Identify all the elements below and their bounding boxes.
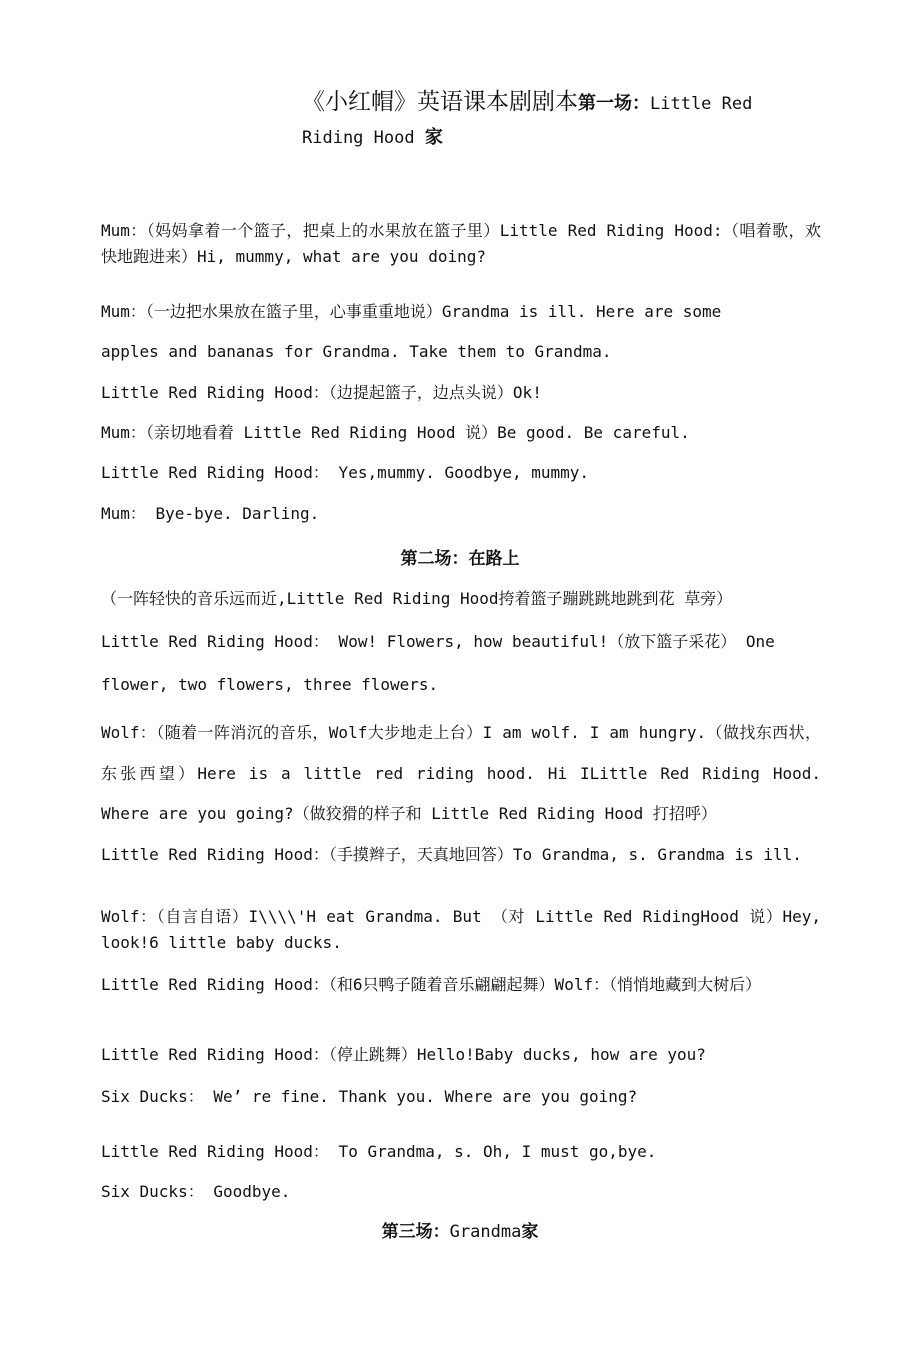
- script-line: apples and bananas for Grandma. Take them to Grandma.: [101, 342, 612, 361]
- scene-three-label: 第三场：: [381, 1222, 450, 1242]
- script-line: Mum： Bye-bye. Darling.: [101, 504, 320, 523]
- scene-three-place: Grandma: [449, 1222, 522, 1242]
- script-line: Wolf：（随着一阵消沉的音乐，Wolf大步地走上台）I am wolf. I am hungry.（做找东西状，东张西望）Here is a little red riding hood. Hi ILittle Red Riding Hood. Where are you going?（做狡猾的样子和 Little Red Riding Hood 打招呼）: [101, 723, 821, 823]
- title-scene-label: 第一场：: [578, 93, 650, 114]
- script-line: Little Red Riding Hood：（和6只鸭子随着音乐翩翩起舞）Wolf：（悄悄地藏到大树后）: [101, 975, 762, 994]
- script-line: Six Ducks： Goodbye.: [101, 1182, 291, 1201]
- script-line: Little Red Riding Hood： Wow! Flowers, how beautiful!（放下篮子采花） One: [101, 632, 775, 651]
- script-line: Six Ducks： We’ re fine. Thank you. Where are you going?: [101, 1087, 638, 1106]
- script-line: Wolf：（自言自语）I\\\\'H eat Grandma. But （对 Little Red RidingHood 说）Hey, look!6 little baby ducks.: [101, 907, 821, 952]
- script-line: Mum：（一边把水果放在篮子里，心事重重地说）Grandma is ill. Here are some: [101, 302, 722, 321]
- title-main: 《小红帽》英语课本剧剧本: [302, 89, 578, 115]
- script-line: Little Red Riding Hood： To Grandma, s. Oh, I must go,bye.: [101, 1142, 657, 1161]
- title-scene-home: 家: [424, 127, 443, 148]
- scene-two-heading: 第二场：在路上: [400, 549, 520, 569]
- scene-three-heading: [0, 1219, 920, 1245]
- script-line: Little Red Riding Hood：（边提起篮子，边点头说）Ok!: [101, 383, 542, 402]
- script-line: Mum：（妈妈拿着一个篮子，把桌上的水果放在篮子里）Little Red Riding Hood:（唱着歌，欢快地跑进来）Hi, mummy, what are you doing?: [101, 221, 821, 266]
- script-line: Little Red Riding Hood： Yes,mummy. Goodbye, mummy.: [101, 463, 590, 482]
- script-line: flower, two flowers, three flowers.: [101, 675, 439, 694]
- script-line: Little Red Riding Hood：（停止跳舞）Hello!Baby ducks, how are you?: [101, 1045, 706, 1064]
- title-scene-name: Little Red: [650, 94, 753, 114]
- scene-three-home: 家: [521, 1222, 539, 1242]
- script-line: Mum：（亲切地看着 Little Red Riding Hood 说）Be good. Be careful.: [101, 423, 690, 442]
- stage-direction: （一阵轻快的音乐远而近,Little Red Riding Hood挎着篮子蹦跳跳地跳到花 草旁）: [101, 589, 733, 608]
- script-line: Little Red Riding Hood：（手摸辫子，天真地回答）To Grandma, s. Grandma is ill.: [101, 845, 802, 864]
- document-title: [302, 86, 842, 154]
- title-scene-name-cont: Riding Hood: [302, 128, 425, 148]
